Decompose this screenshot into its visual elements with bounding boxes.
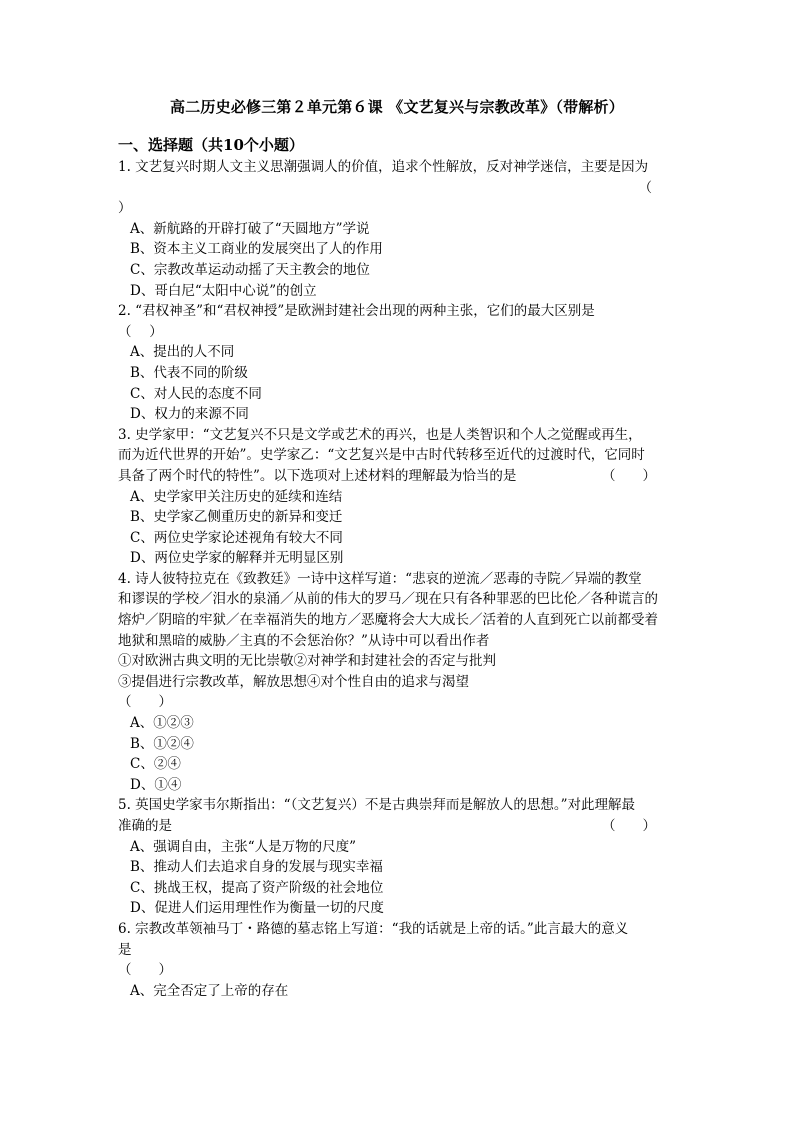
question-4-stem-line: 和谬误的学校／泪水的泉涌／从前的伟大的罗马／现在只有各种罪恶的巴比伦／各种谎言的 bbox=[118, 591, 658, 608]
question-2-option-d: D、权力的来源不同 bbox=[130, 406, 249, 423]
question-3-option-a: A、史学家甲关注历史的延续和连结 bbox=[130, 488, 343, 505]
question-4-option-b: B、①②④ bbox=[130, 735, 194, 752]
answer-paren: （ ） bbox=[118, 323, 163, 340]
question-3-stem-line: 3. 史学家甲：“文艺复兴不只是文学或艺术的再兴，也是人类智识和个人之觉醒或再生， bbox=[118, 426, 642, 443]
question-6-stem-line: 是 bbox=[118, 941, 132, 958]
question-4-option-c: C、②④ bbox=[130, 756, 181, 773]
question-5-option-d: D、促进人们运用理性作为衡量一切的尺度 bbox=[130, 900, 384, 917]
question-5-stem-last-row bbox=[118, 816, 674, 837]
question-5-option-c: C、挑战王权，提高了资产阶级的社会地位 bbox=[130, 879, 384, 896]
question-2-option-a: A、提出的人不同 bbox=[130, 344, 235, 361]
answer-paren: （ ） bbox=[602, 467, 656, 484]
question-6-option-a: A、完全否定了上帝的存在 bbox=[130, 982, 289, 999]
question-4-option-a: A、①②③ bbox=[130, 715, 194, 732]
answer-paren: （ ） bbox=[602, 818, 656, 834]
question-4-stem-line: ③提倡进行宗教改革，解放思想④对个性自由的追求与渴望 bbox=[118, 673, 469, 690]
question-2-stem: 2. “君权神圣”和“君权神授”是欧洲封建社会出现的两种主张，它们的最大区别是 bbox=[118, 303, 595, 320]
question-5-option-a: A、强调自由，主张“人是万物的尺度” bbox=[130, 838, 357, 855]
question-2-option-b: B、代表不同的阶级 bbox=[130, 364, 248, 381]
question-4-stem-line: ①对欧洲古典文明的无比崇敬②对神学和封建社会的否定与批判 bbox=[118, 653, 496, 670]
question-1-option-d: D、哥白尼“太阳中心说”的创立 bbox=[130, 282, 317, 299]
question-3-stem-line: 具备了两个时代的特性”。以下选项对上述材料的理解最为恰当的是 bbox=[118, 467, 517, 484]
question-4-stem-line: 地狱和黑暗的威胁／主真的不会惩治你？”从诗中可以看出作者 bbox=[118, 632, 490, 649]
question-4-option-d: D、①④ bbox=[130, 776, 182, 793]
question-1-option-a: A、新航路的开辟打破了“天圆地方”学说 bbox=[130, 220, 370, 237]
question-3-stem-last-row bbox=[118, 466, 674, 487]
question-3-option-d: D、两位史学家的解释并无明显区别 bbox=[130, 550, 344, 567]
answer-paren: （ ） bbox=[118, 694, 172, 711]
answer-paren: （ ） bbox=[118, 962, 172, 979]
question-5-option-b: B、推动人们去追求自身的发展与现实幸福 bbox=[130, 859, 383, 876]
question-4-stem-line: 4. 诗人彼特拉克在《致教廷》一诗中这样写道：“悲哀的逆流／恶毒的寺院／异端的教堂 bbox=[118, 570, 642, 587]
question-1-option-c: C、宗教改革运动动摇了天主教会的地位 bbox=[130, 261, 370, 278]
document-title: 高二历史必修三第２单元第６课 《文艺复兴与宗教改革》（带解析） bbox=[170, 98, 624, 116]
question-5-stem-line: 准确的是 bbox=[118, 818, 172, 834]
question-5-stem-line: 5. 英国史学家韦尔斯指出：“（文艺复兴）不是古典崇拜而是解放人的思想。”对此理解最 bbox=[118, 797, 635, 814]
question-1-stem: 1. 文艺复兴时期人文主义思潮强调人的价值，追求个性解放，反对神学迷信，主要是因为 bbox=[118, 159, 649, 175]
question-4-stem-line: 熔炉／阴暗的牢狱／在幸福消失的地方／恶魔将会大大成长／活着的人直到死亡以前都受着 bbox=[118, 612, 658, 629]
answer-paren-open: （ bbox=[638, 179, 652, 196]
answer-paren-close: ） bbox=[118, 200, 132, 217]
question-list bbox=[118, 157, 674, 1001]
question-6-stem-line: 6. 宗教改革领袖马丁・路德的墓志铭上写道：“我的话就是上帝的话。”此言最大的意义 bbox=[118, 920, 629, 937]
question-3-option-b: B、史学家乙侧重历史的新异和变迁 bbox=[130, 509, 343, 526]
question-3-stem-line: 而为近代世界的开始”。史学家乙：“文艺复兴是中古时代转移至近代的过渡时代，它同时 bbox=[118, 447, 645, 464]
question-3-option-c: C、两位史学家论述视角有较大不同 bbox=[130, 529, 343, 546]
section-heading: 一、选择题（共10个小题） bbox=[118, 136, 304, 154]
question-2-option-c: C、对人民的态度不同 bbox=[130, 385, 262, 402]
question-1-option-b: B、资本主义工商业的发展突出了人的作用 bbox=[130, 241, 383, 258]
